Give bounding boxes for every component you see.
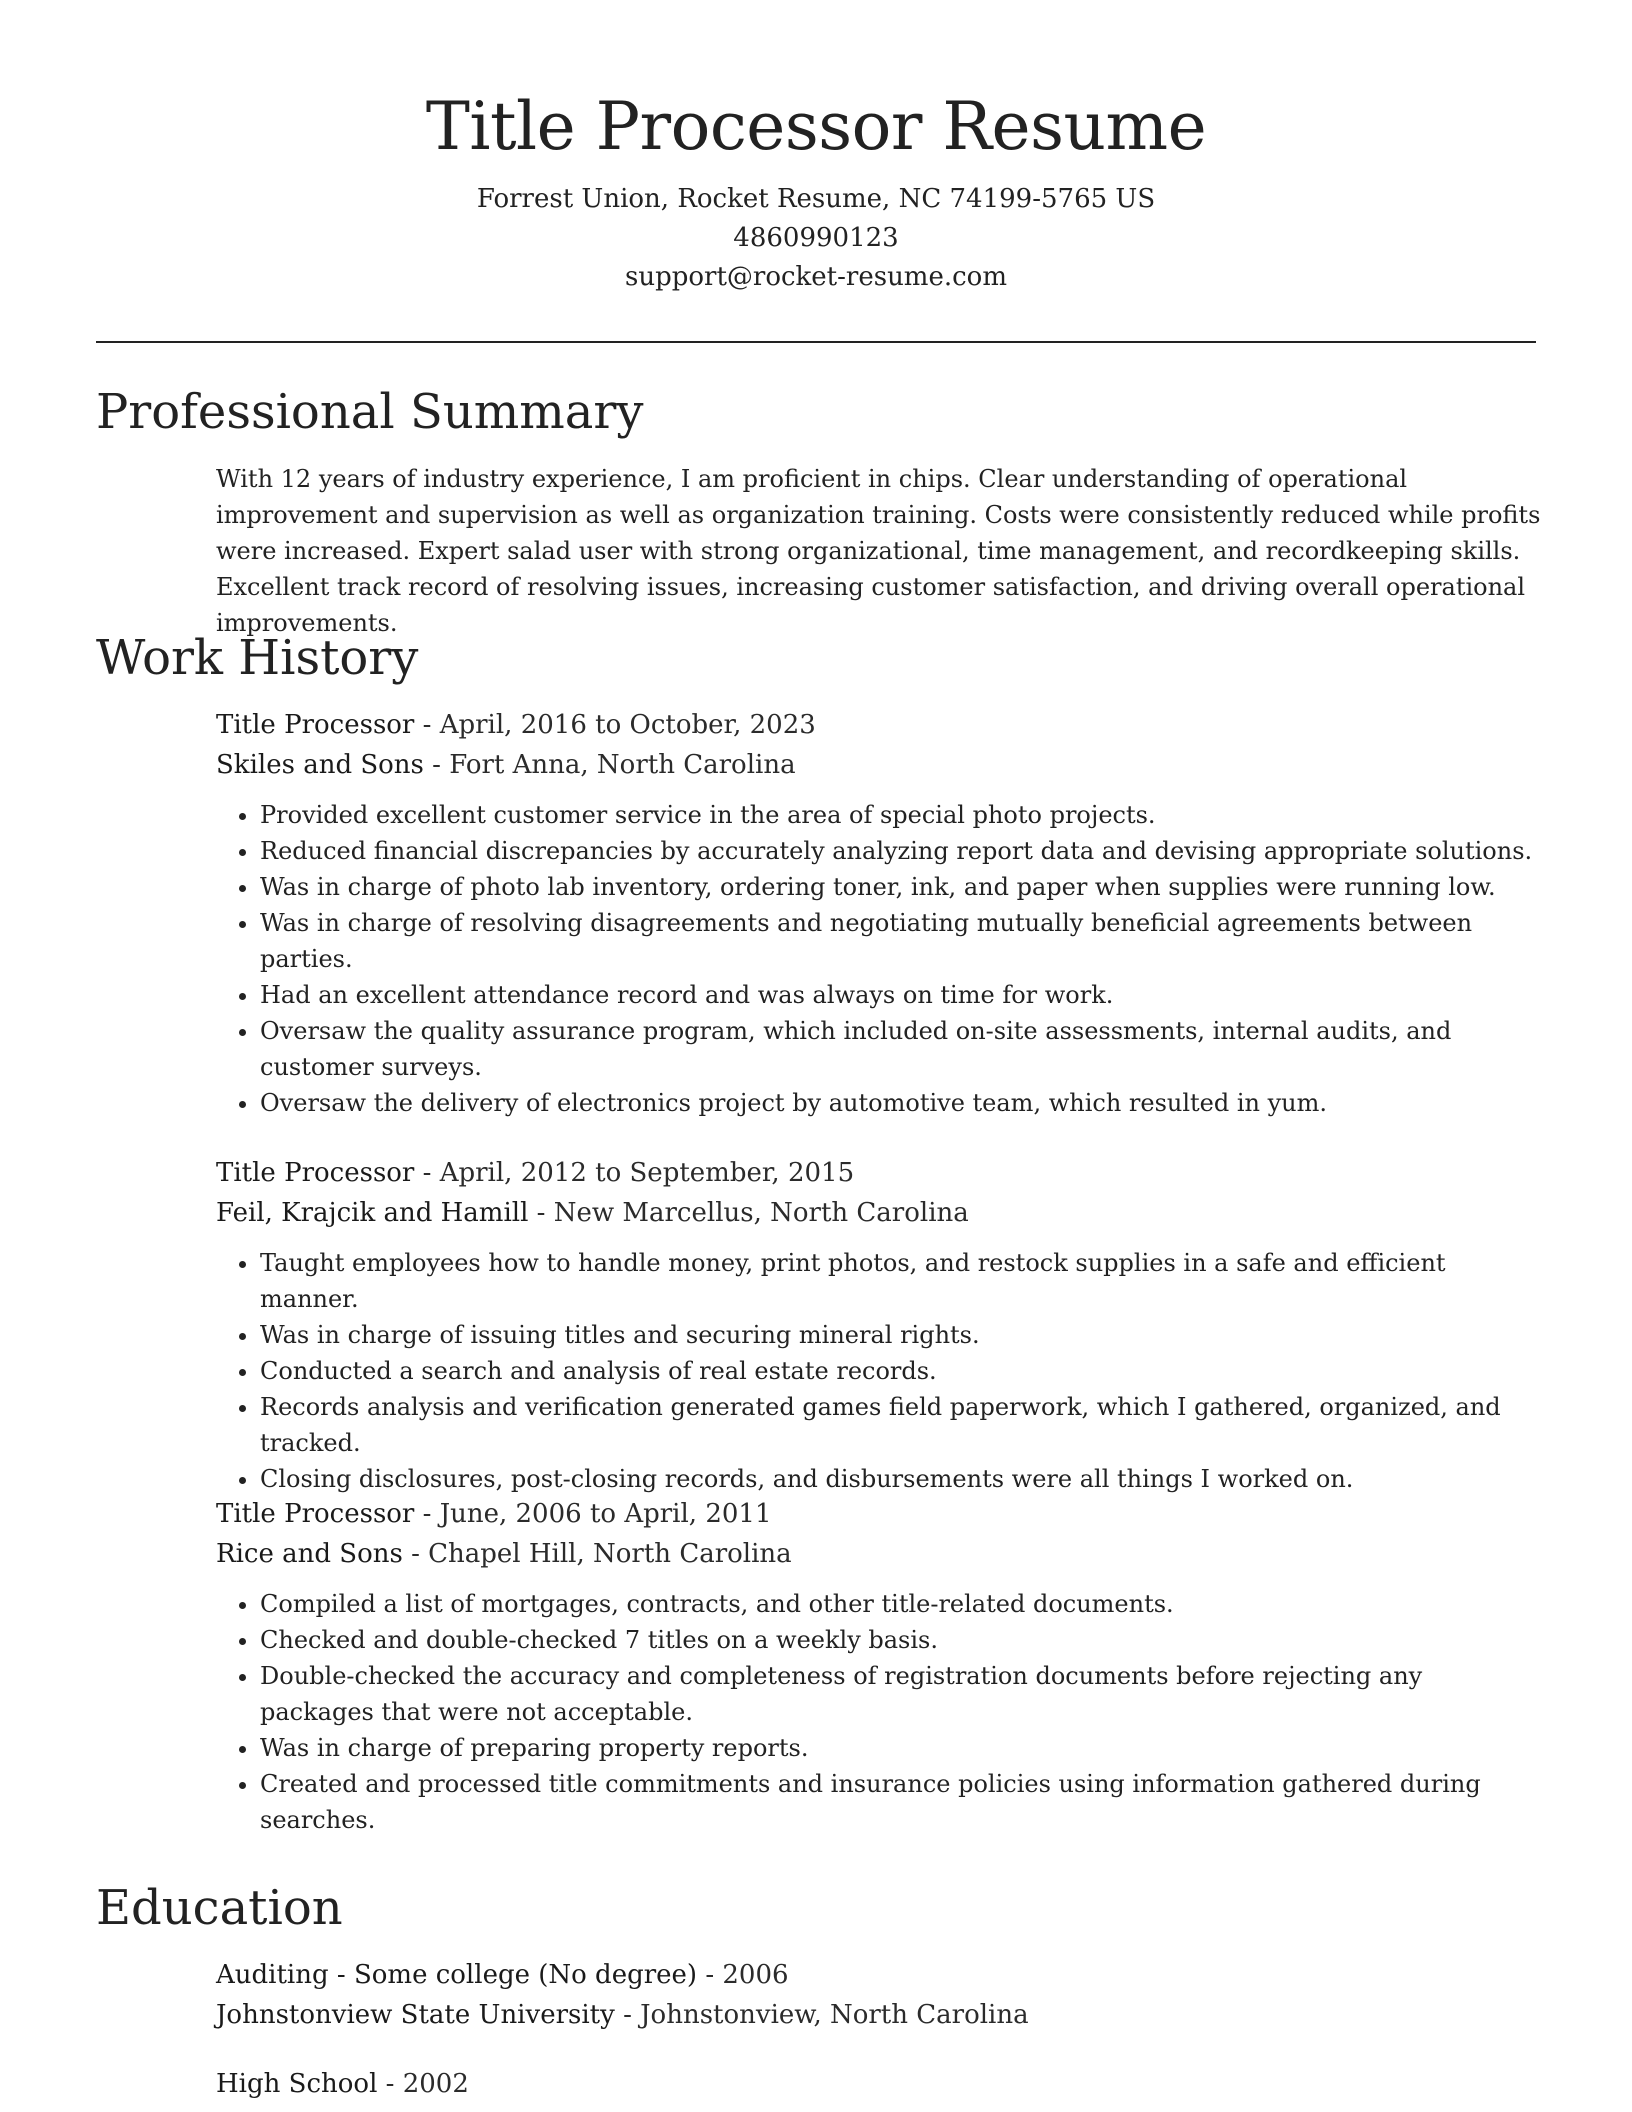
education-school-line — [216, 1995, 1541, 2035]
section-title-education: Education — [96, 1880, 343, 1936]
header-divider — [96, 341, 1536, 343]
job-entry-1 — [216, 705, 1541, 1121]
job-company-line — [216, 1193, 1541, 1233]
education-year: - 2006 — [697, 1960, 789, 1990]
list-item: • Checked and double-checked 7 titles on a weekly basis. — [260, 1622, 1541, 1658]
list-item: • Was in charge of issuing titles and securing mineral rights. — [260, 1317, 1541, 1353]
job-role: Title Processor — [216, 710, 415, 740]
list-item: • Records analysis and verification generated games field paperwork, which I gathered, organized, and tracked. — [260, 1389, 1541, 1461]
list-item: • Oversaw the delivery of electronics project by automotive team, which resulted in yum. — [260, 1085, 1541, 1121]
contact-block — [96, 180, 1536, 297]
list-item: • Had an excellent attendance record and was always on time for work. — [260, 977, 1541, 1013]
section-title-work-history: Work History — [96, 630, 419, 686]
job-dates: - June, 2006 to April, 2011 — [414, 1499, 772, 1529]
job-entry-3 — [216, 1494, 1541, 1838]
job-entry-2 — [216, 1153, 1541, 1497]
education-entry-2 — [216, 2064, 1541, 2104]
resume-title: Title Processor Resume — [425, 88, 1207, 165]
list-item: • Compiled a list of mortgages, contracts, and other title-related documents. — [260, 1586, 1541, 1622]
list-item: • Was in charge of photo lab inventory, ordering toner, ink, and paper when supplies were running low. — [260, 869, 1541, 905]
education-location: - Johnstonview, North Carolina — [614, 2000, 1029, 2030]
education-degree-line — [216, 1955, 1541, 1995]
list-item: • Taught employees how to handle money, print photos, and restock supplies in a safe and efficient manner. — [260, 1245, 1541, 1317]
job-dates: - April, 2012 to September, 2015 — [414, 1158, 855, 1188]
job-role: Title Processor — [216, 1499, 415, 1529]
education-school: Johnstonview State University — [216, 2000, 615, 2030]
list-item: • Closing disclosures, post-closing records, and disbursements were all things I worked on. — [260, 1461, 1541, 1497]
education-entry-1 — [216, 1955, 1541, 2035]
job-role: Title Processor — [216, 1158, 415, 1188]
job-title-line — [216, 1494, 1541, 1534]
job-bullets — [216, 1586, 1541, 1838]
job-company-line — [216, 745, 1541, 785]
job-title-line — [216, 1153, 1541, 1193]
job-company: Skiles and Sons — [216, 750, 424, 780]
job-location: - Chapel Hill, North Carolina — [402, 1539, 792, 1569]
list-item: • Provided excellent customer service in the area of special photo projects. — [260, 797, 1541, 833]
list-item: • Created and processed title commitments and insurance policies using information gathered during searches. — [260, 1766, 1541, 1838]
job-bullets — [216, 1245, 1541, 1497]
job-dates: - April, 2016 to October, 2023 — [414, 710, 816, 740]
education-degree: Auditing - Some college (No degree) — [216, 1960, 698, 1990]
list-item: • Conducted a search and analysis of real estate records. — [260, 1353, 1541, 1389]
phone-line: 4860990123 — [733, 223, 899, 253]
list-item: • Reduced financial discrepancies by accurately analyzing report data and devising appropriate solutions. — [260, 833, 1541, 869]
resume-header — [96, 84, 1536, 297]
email-line: support@rocket-resume.com — [624, 262, 1007, 292]
job-title-line — [216, 705, 1541, 745]
list-item: • Oversaw the quality assurance program, which included on-site assessments, internal audits, and customer surveys. — [260, 1013, 1541, 1085]
education-year: - 2002 — [377, 2069, 469, 2099]
job-location: - New Marcellus, North Carolina — [528, 1198, 969, 1228]
address-line: Forrest Union, Rocket Resume, NC 74199-5765 US — [476, 184, 1156, 214]
section-title-summary: Professional Summary — [96, 384, 644, 440]
list-item: • Double-checked the accuracy and completeness of registration documents before rejecting any packages that were not acceptable. — [260, 1658, 1541, 1730]
job-location: - Fort Anna, North Carolina — [423, 750, 796, 780]
job-bullets — [216, 797, 1541, 1121]
education-degree: High School — [216, 2069, 378, 2099]
job-company: Rice and Sons — [216, 1539, 403, 1569]
education-degree-line — [216, 2064, 1541, 2104]
list-item: • Was in charge of resolving disagreements and negotiating mutually beneficial agreements between parties. — [260, 905, 1541, 977]
summary-text: With 12 years of industry experience, I am proficient in chips. Clear understanding of operational improvement and supervision as well as organization training. Costs were consistently reduced while profits were increased. Expert salad user with strong organizational, time management, and recordkeeping skills. Excellent track record of resolving issues, increasing customer satisfaction, and driving overall operational improvements. — [216, 465, 1541, 637]
list-item: • Was in charge of preparing property reports. — [260, 1730, 1541, 1766]
job-company-line — [216, 1534, 1541, 1574]
job-company: Feil, Krajcik and Hamill — [216, 1198, 529, 1228]
